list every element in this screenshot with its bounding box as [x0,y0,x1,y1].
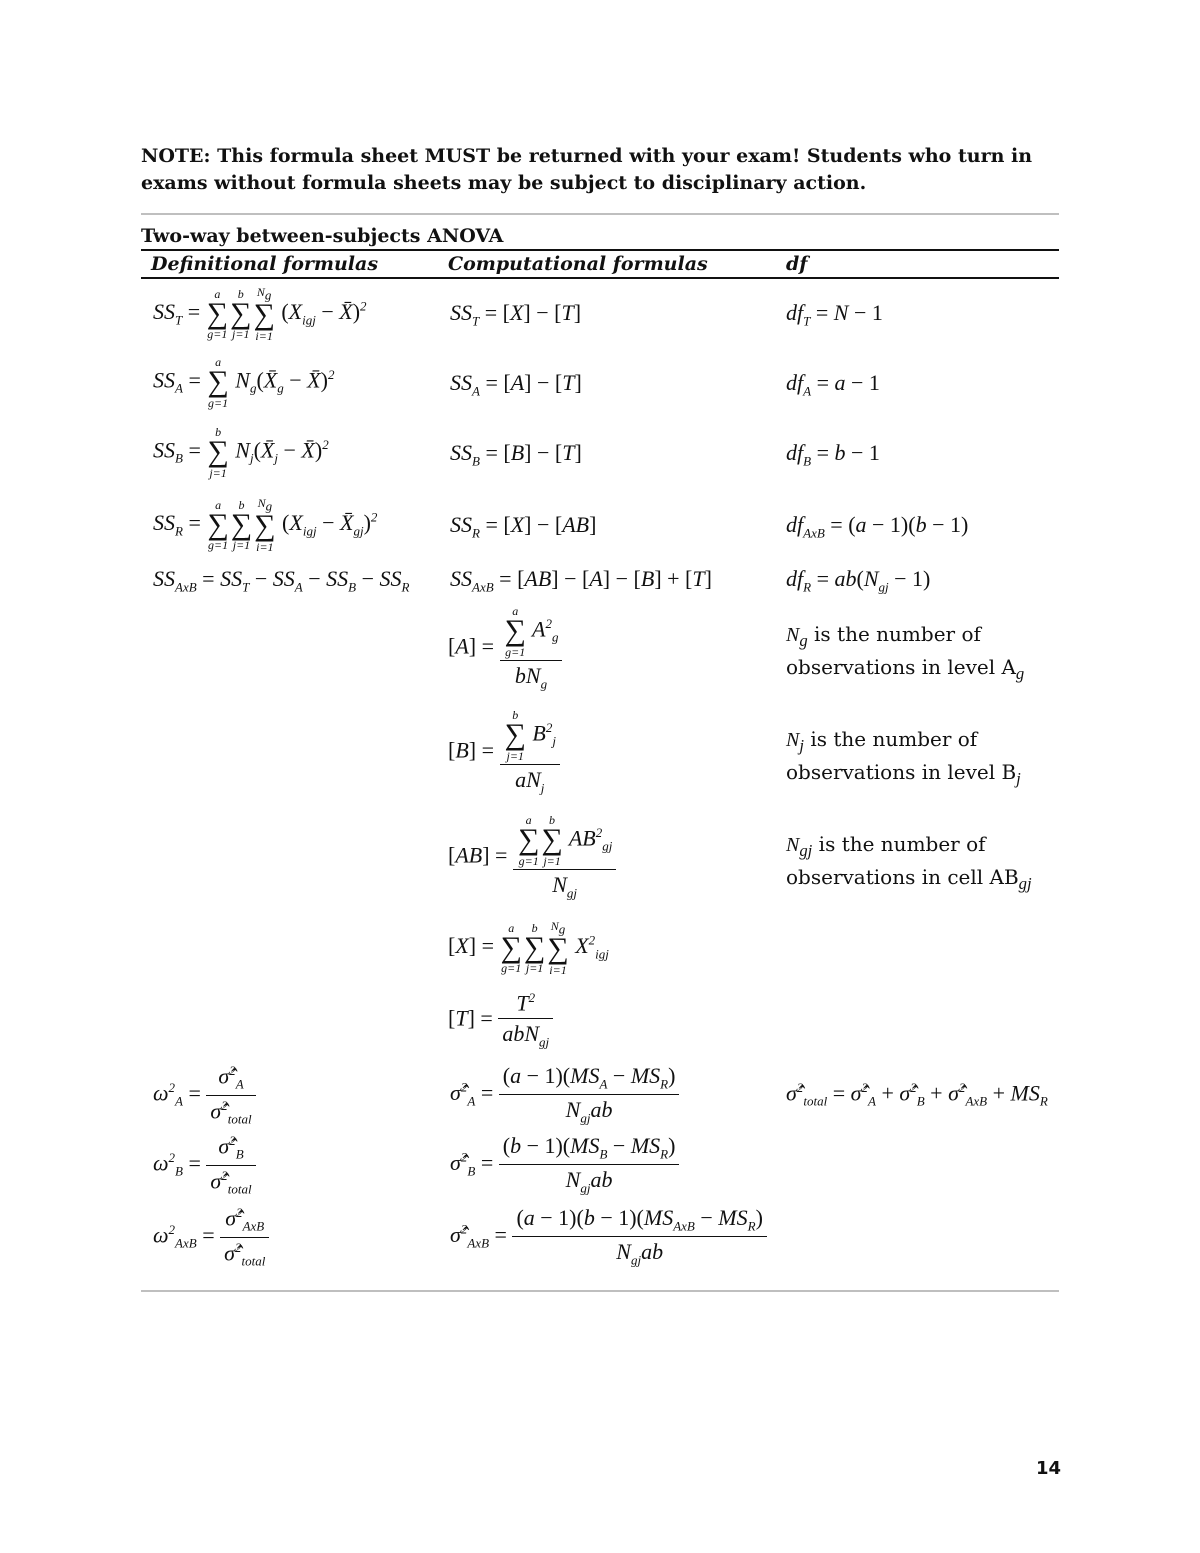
formula-omega-a: $\omega^2_A$ = $\frac{\sigmâ^2_A}{\sigmâ^2_{total}}$ [153,1063,256,1127]
exam-note: NOTE: This formula sheet MUST be returned with your exam! Students who turn in exams without formula sheets may be subject to disciplinary action. [141,145,1033,194]
description-ngj-text: is the number of observations in cell AB [786,832,1019,889]
col-computational: Computational formulas [448,253,708,275]
col-definitional: Definitional formulas [151,253,379,275]
formula-ss-total-computational: $SS_T = [X] - [T]$ [450,300,582,329]
page-number: 14 [1036,1458,1062,1479]
formula-omega-b: $\omega^2_B$ = $\frac{\sigmâ^2_B}{\sigmâ^2_{total}}$ [153,1133,256,1197]
section-title: Two-way between-subjects ANOVA [141,225,504,247]
description-nj-text: is the number of observations in level B [786,727,1017,784]
formula-bracket-t: [T] = $\frac{T^2}{abN_{gj}}$ [448,990,553,1051]
formula-sigma-axb: σ̂$^2_{AxB}$ = $\frac{(a - 1)(b - 1)(MS_{AxB} - MS_R)}{N_{gj}ab}$ [450,1205,767,1269]
formula-ss-b-definitional: $SS_B$ = b ∑ j=1 $N_j(X̄_j$ − X̄)$^2$ [153,425,329,480]
formula-bracket-a: [A] = a ∑ g=1 $A^2_g$ $bN_g$ [448,605,562,692]
formula-df-b: $df_B = b - 1$ [786,440,880,469]
description-ng: $N_g$ is the number of observations in level $A_g$ [786,622,1025,683]
header-rule-bottom [141,277,1059,279]
description-nj: $N_j$ is the number of observations in level $B_j$ [786,727,1021,788]
formula-ss-a-definitional: $SS_A$ = a ∑ g=1 $N_g(X̄_g$ − X̄)$^2$ [153,355,335,410]
description-ng-text: is the number of observations in level A [786,622,1016,679]
formula-ss-total-definitional: $SS_T$ = a ∑ g=1 b ∑ j=1 $N_g$ ∑ i=1 ($X_{igj}$ − X̄)$^2$ [153,285,367,343]
top-rule [141,213,1059,215]
formula-omega-axb: $\omega^2_{AxB}$ = $\frac{\sigmâ^2_{AxB}}{\sigmâ^2_{total}}$ [153,1205,269,1269]
formula-ss-r-definitional: $SS_R$ = a ∑ g=1 b ∑ j=1 $N_g$ ∑ i=1 ($X_{igj}$ − $X̄_{gj})^2$ [153,496,378,554]
formula-df-total: $df_T = N - 1$ [786,300,883,329]
formula-ss-axb-computational: $SS_{AxB} = [AB] - [A] - [B] + [T]$ [450,566,712,595]
formula-df-a: $df_A = a - 1$ [786,370,880,399]
formula-sigma-a: σ̂$^2_A$ = $\frac{(a - 1)(MS_A - MS_R)}{N_{gj}ab}$ [450,1063,679,1127]
formula-sigma-b: σ̂$^2_B$ = $\frac{(b - 1)(MS_B - MS_R)}{N_{gj}ab}$ [450,1133,679,1197]
formula-sigma-total: σ̂$^2_{total}$ = σ̂$^2_A$ + σ̂$^2_B$ + σ̂$^2_{AxB}$ + $MS_R$ [786,1080,1048,1109]
description-ngj: $N_{gj}$ is the number of observations in cell $AB_{gj}$ [786,832,1032,893]
formula-bracket-ab: [AB] = a ∑ g=1 b ∑ j=1 $AB^2_{gj}$ $N_{gj}$ [448,814,616,901]
formula-ss-r-computational: $SS_R = [X] - [AB]$ [450,512,597,541]
formula-bracket-b: [B] = b ∑ j=1 $B^2_j$ $aN_j$ [448,709,560,796]
formula-ss-axb-definitional: $SS_{AxB} = SS_T - SS_A - SS_B - SS_R$ [153,566,410,595]
formula-df-r: $df_R = ab(N_{gj} - 1)$ [786,566,931,595]
formula-ss-a-computational: $SS_A = [A] - [T]$ [450,370,582,399]
formula-df-axb: $df_{AxB} = (a - 1)(b - 1)$ [786,512,969,541]
formula-ss-b-computational: $SS_B = [B] - [T]$ [450,440,582,469]
bottom-rule [141,1290,1059,1292]
formula-bracket-x: [X] = a ∑ g=1 b ∑ j=1 $N_g$ ∑ i=1 $X^2_{igj}$ [448,919,609,977]
header-rule-top [141,249,1059,251]
col-df: df [786,253,808,275]
